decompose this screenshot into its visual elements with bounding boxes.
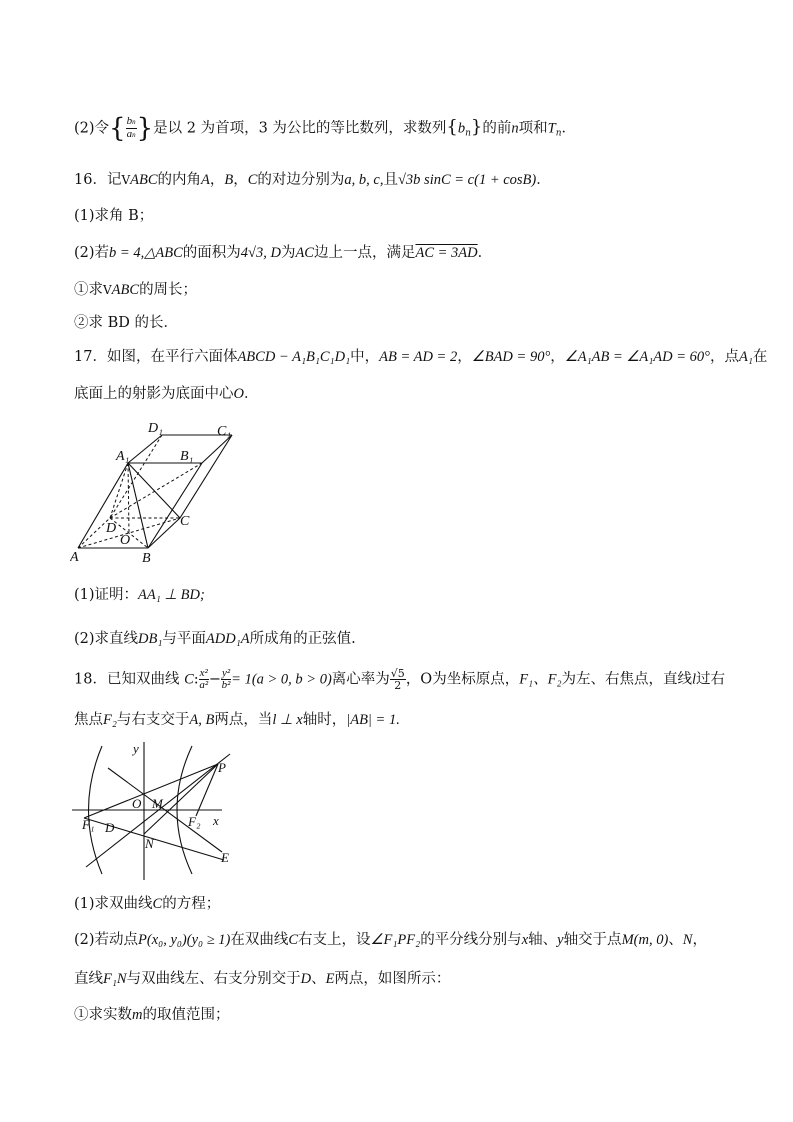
label-D1: D₁	[148, 421, 163, 436]
q16-sub1: ①求VABC的周长；	[74, 282, 198, 298]
parallelepiped-figure	[70, 418, 240, 563]
label-F2: F₂	[188, 814, 201, 829]
label-F1: F₁	[82, 817, 95, 832]
fraction-b-over-a: $\frac{bn}{an}$	[126, 115, 136, 140]
label-x-axis: x	[213, 813, 219, 828]
label-O: O	[120, 533, 131, 548]
q16-part2: (2)若b = 4,△ABC的面积为4√3, D为AC边上一点，满足AC = 3AD．	[74, 245, 493, 261]
q18-stem-line2: 焦点F₂与右支交于A, B两点，当l ⊥ x轴时，|AB| = 1.	[74, 712, 400, 728]
label-N: N	[145, 836, 154, 851]
label-B: B	[142, 551, 151, 563]
label-D: D	[106, 521, 117, 536]
q17-stem-line1: 17．如图，在平行六面体ABCD − A₁B₁C₁D₁中，AB = AD = 2，∠BAD = 90°，∠A₁AB = ∠A₁AD = 60°，点A₁在	[74, 349, 768, 365]
q16-part1: (1)求角 B；	[74, 208, 154, 224]
label-A: A	[70, 550, 79, 563]
q18-part1: (1)求双曲线C的方程；	[74, 896, 221, 912]
hyperbola-figure	[72, 742, 244, 880]
q17-part1: (1)证明：AA₁ ⊥ BD;	[74, 587, 205, 603]
q18-part2-line1: (2)若动点P(x₀, y₀)(y₀ ≥ 1)在双曲线C右支上，设∠F₁PF₂的平分线分别与x轴、y轴交于点M(m, 0)、N，	[74, 932, 707, 948]
label-D: D	[105, 820, 115, 835]
q16-sub2: ②求 BD 的长．	[74, 315, 178, 331]
label-C: C	[180, 514, 190, 529]
q15-part2: (2)令{ $\frac{bn}{an}$ }是以 2 为首项，3 为公比的等比数列，求数列$\{b_n\}$的前n项和$T_n$．	[74, 113, 576, 144]
q17-part2: (2)求直线DB₁与平面ADD₁A所成角的正弦值.	[74, 631, 356, 647]
label-B1: B₁	[180, 449, 194, 464]
q16-stem: 16．记VABC的内角A，B，C的对边分别为a, b, c,且√3b sinC = c(1 + cosB)．	[74, 172, 551, 188]
label-E: E	[221, 850, 229, 865]
label-A1: A₁	[116, 449, 130, 464]
label-M: M	[152, 796, 163, 811]
label-y-axis: y	[133, 742, 139, 756]
q18-sub1: ①求实数m的取值范围；	[74, 1007, 230, 1023]
q18-part2-line2: 直线F₁N与双曲线左、右支分别交于D、E两点，如图所示：	[74, 971, 451, 987]
label-P: P	[218, 760, 226, 775]
label-O: O	[132, 796, 142, 811]
q17-stem-line2: 底面上的射影为底面中心O．	[74, 386, 259, 402]
q18-stem-line1: 18．已知双曲线 C: $\frac{\text{x²}}{\text{a²}}$ − $\frac{\text{y²}}{\text{b²}}$ = 1(a > 0, b > 0)离心率为 $\frac{√5}{2}$ ，O为坐标原点，F₁、F₂为左、右焦点，直线l过右	[74, 667, 726, 692]
label-C1: C₁	[217, 424, 232, 439]
